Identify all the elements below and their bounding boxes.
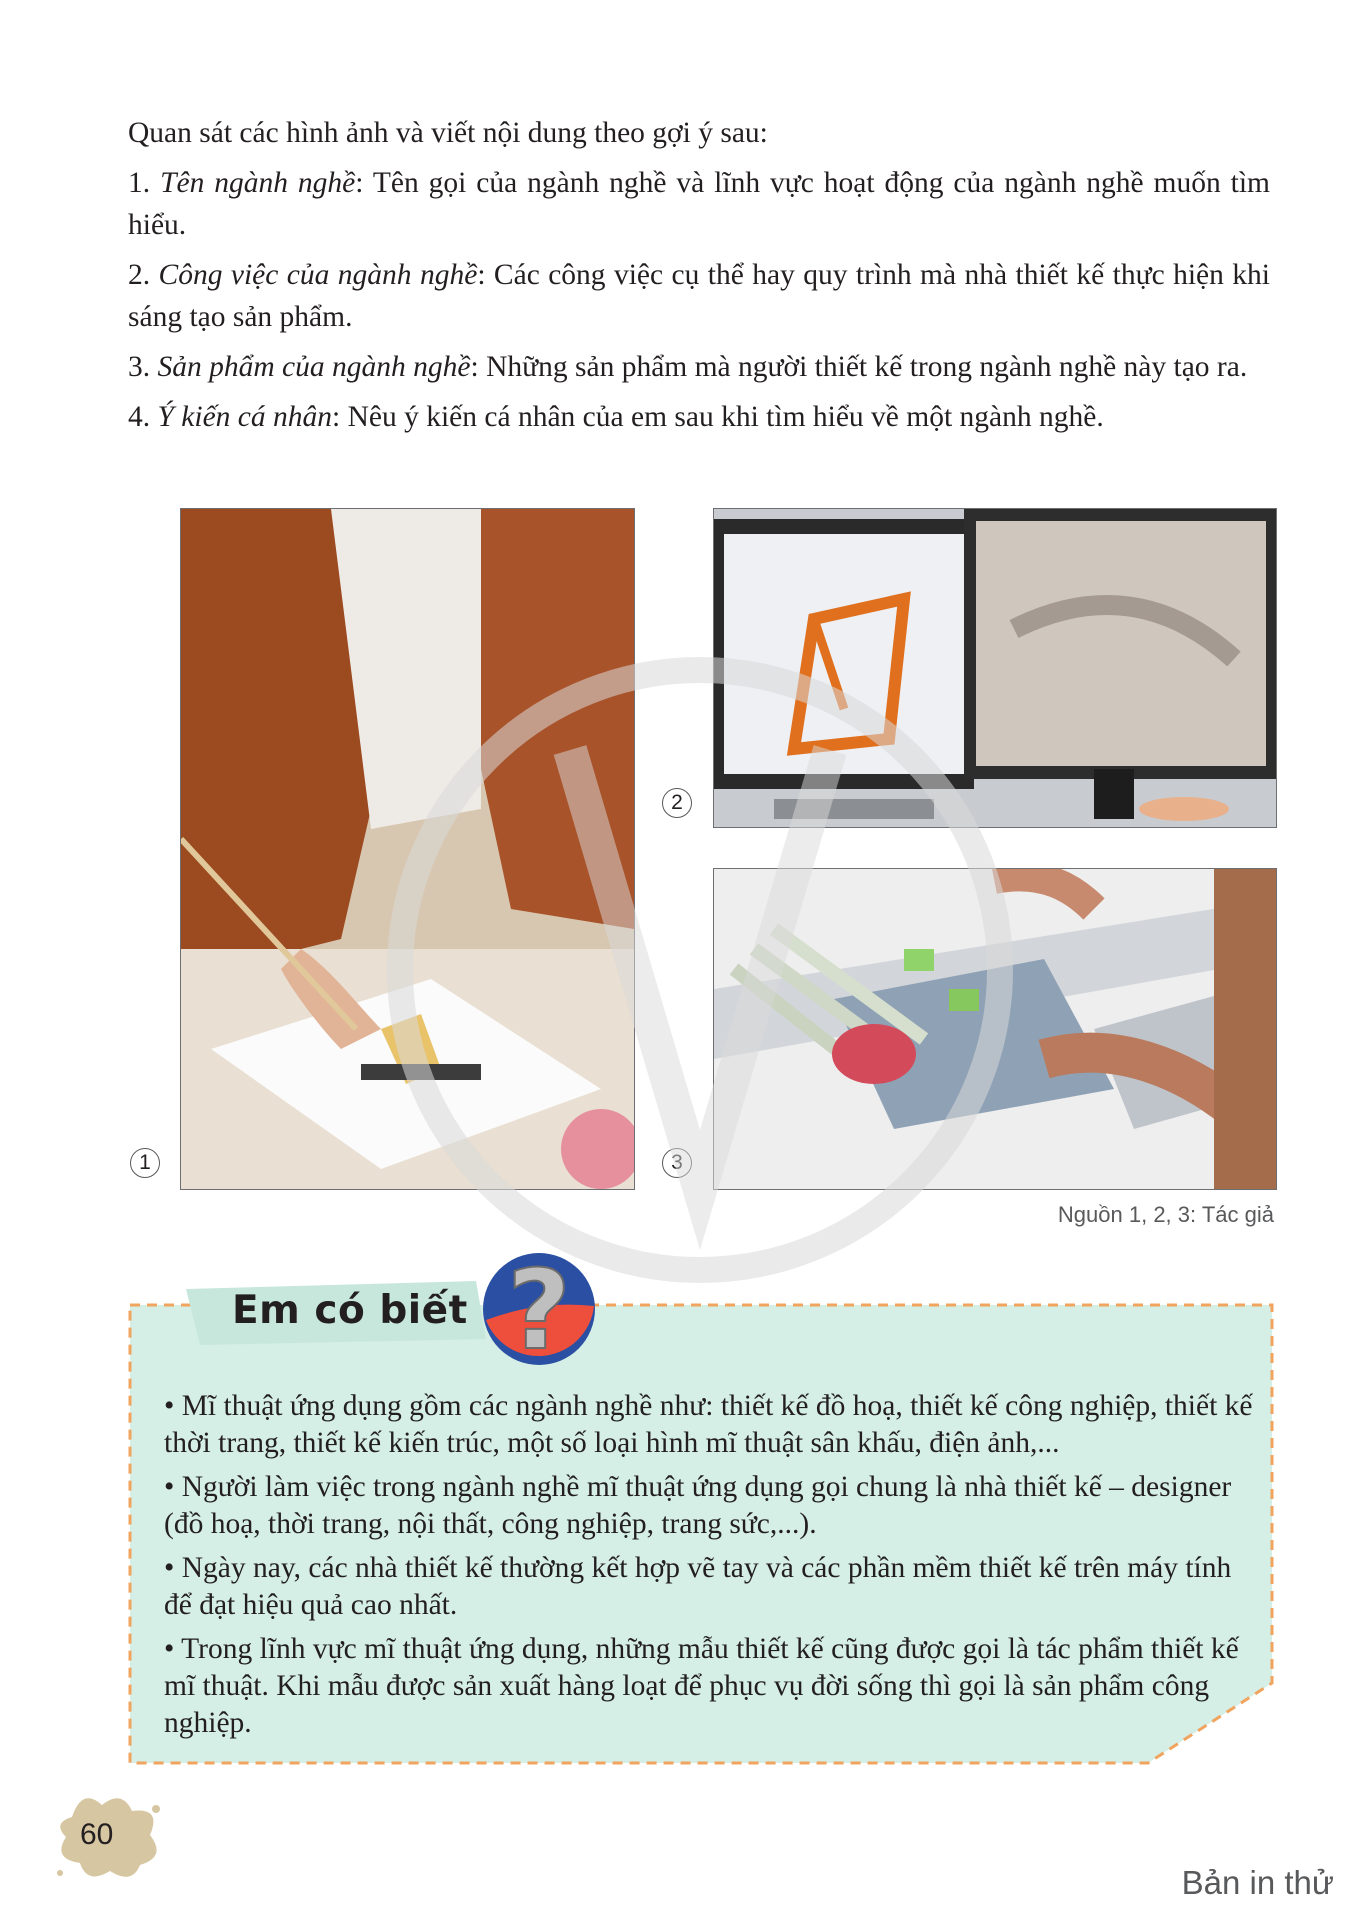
image-source-caption: Nguồn 1, 2, 3: Tác giả bbox=[1057, 1202, 1274, 1227]
item-number: 4. bbox=[128, 401, 158, 433]
svg-text:?: ? bbox=[507, 1248, 571, 1370]
item-text: : Những sản phẩm mà người thiết kế trong ngành nghề này tạo ra. bbox=[470, 351, 1248, 383]
intro-item-4 bbox=[128, 396, 1270, 438]
page-number: 60 bbox=[80, 1818, 114, 1851]
item-text: : Tên gọi của ngành nghề và lĩnh vực hoạt động của ngành nghề muốn tìm hiểu. bbox=[128, 167, 1271, 241]
info-box-body bbox=[164, 1388, 1254, 1749]
photo-number-badge: 2 bbox=[662, 788, 692, 818]
info-bullet: • Ngày nay, các nhà thiết kế thường kết hợp vẽ tay và các phần mềm thiết kế trên máy tính để đạt hiệu quả cao nhất. bbox=[164, 1552, 1232, 1621]
question-mark-icon bbox=[480, 1248, 598, 1370]
intro-item-2 bbox=[128, 254, 1270, 338]
intro-lead: Quan sát các hình ảnh và viết nội dung theo gợi ý sau: bbox=[128, 117, 768, 149]
item-term: Tên ngành nghề bbox=[160, 167, 356, 199]
item-number: 2. bbox=[128, 259, 159, 291]
photo-fashion-sketching bbox=[180, 508, 635, 1190]
photo-cad-monitors bbox=[713, 508, 1277, 828]
photo-number-badge: 1 bbox=[130, 1148, 160, 1178]
item-number: 3. bbox=[128, 351, 158, 383]
info-bullet: • Người làm việc trong ngành nghề mĩ thuật ứng dụng gọi chung là nhà thiết kế – designer (đồ hoạ, thời trang, nội thất, công nghiệp, trang sức,...). bbox=[164, 1471, 1232, 1540]
item-term: Ý kiến cá nhân bbox=[157, 401, 333, 433]
print-proof-mark: Bản in thử bbox=[1181, 1864, 1334, 1901]
info-bullet: • Mĩ thuật ứng dụng gồm các ngành nghề như: thiết kế đồ hoạ, thiết kế công nghiệp, thiết kế thời trang, thiết kế kiến trúc, một số loại hình mĩ thuật sân khấu, điện ảnh,... bbox=[164, 1390, 1253, 1459]
photo-number-badge: 3 bbox=[662, 1148, 692, 1178]
info-box-title: Em có biết bbox=[232, 1288, 468, 1333]
photo-marker-sketches bbox=[713, 868, 1277, 1190]
info-bullet: • Trong lĩnh vực mĩ thuật ứng dụng, những mẫu thiết kế cũng được gọi là tác phẩm thiết kế mĩ thuật. Khi mẫu được sản xuất hàng loạt để phục vụ đời sống thì gọi là sản phẩm công nghiệp. bbox=[164, 1633, 1239, 1739]
intro-item-3 bbox=[128, 346, 1270, 388]
item-number: 1. bbox=[128, 167, 161, 199]
intro-section bbox=[128, 112, 1270, 446]
item-text: : Các công việc cụ thể hay quy trình mà nhà thiết kế thực hiện khi sáng tạo sản phẩm. bbox=[128, 259, 1270, 333]
item-term: Công việc của ngành nghề bbox=[158, 259, 478, 291]
intro-item-1 bbox=[128, 162, 1270, 246]
item-term: Sản phẩm của ngành nghề bbox=[157, 351, 471, 383]
item-text: : Nêu ý kiến cá nhân của em sau khi tìm hiểu về một ngành nghề. bbox=[332, 401, 1104, 433]
